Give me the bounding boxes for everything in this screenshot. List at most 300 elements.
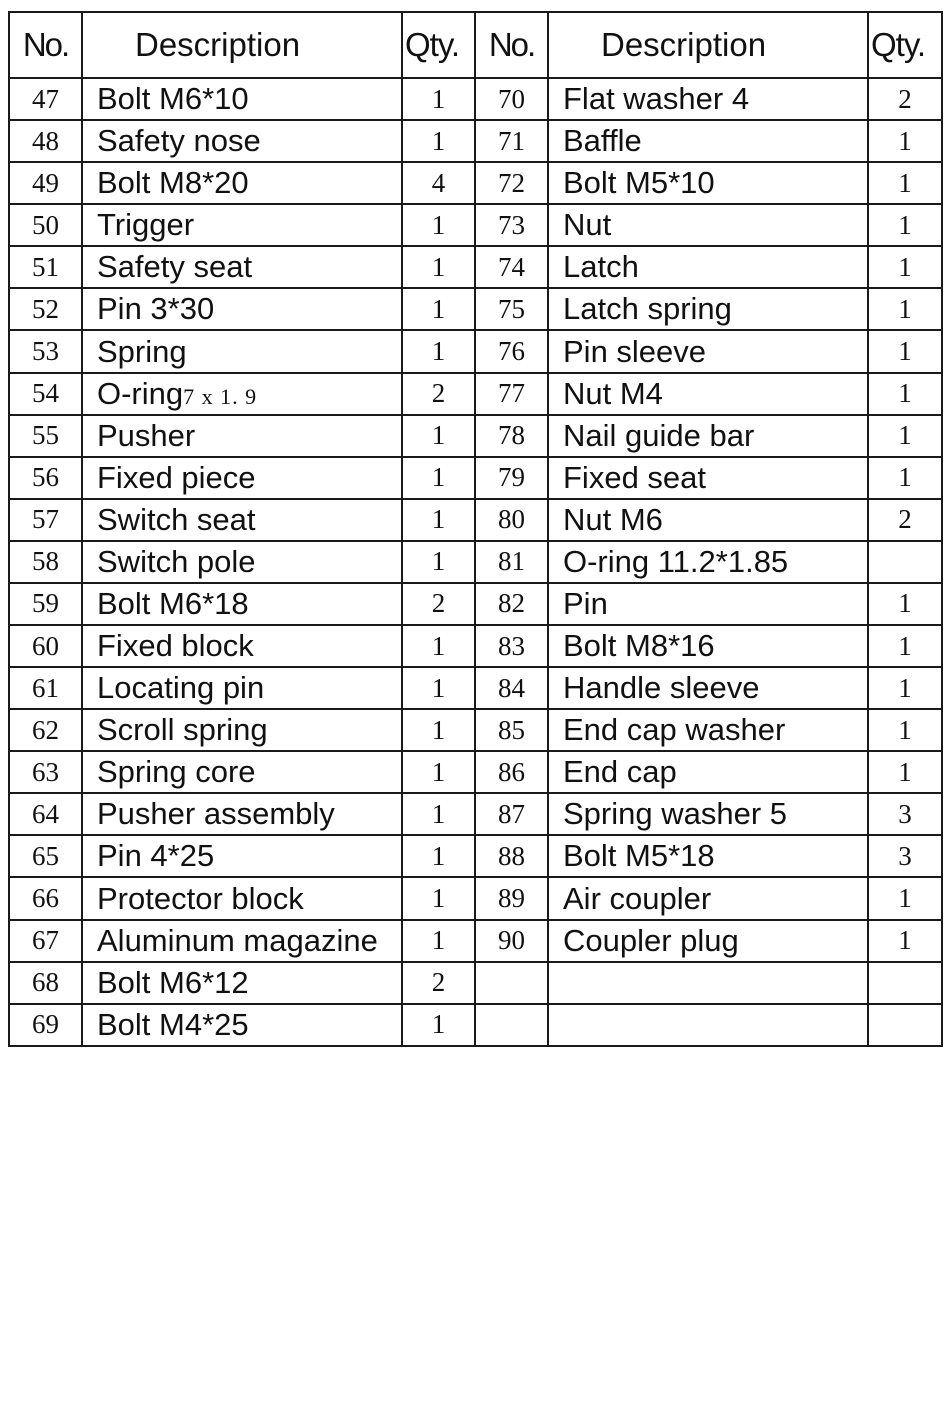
part-qty-right — [868, 583, 942, 625]
part-number-left — [9, 246, 82, 288]
table-header — [9, 12, 942, 78]
part-qty-left-text: 1 — [431, 798, 446, 829]
part-description-left-text: O-ring — [97, 375, 184, 411]
part-description-left-text: Bolt M6*12 — [97, 964, 249, 1000]
part-qty-right-text: 1 — [898, 588, 912, 619]
part-description-right — [548, 920, 868, 962]
part-number-right-text: 75 — [498, 293, 525, 324]
part-description-right — [548, 78, 868, 120]
part-qty-left-text: 1 — [431, 630, 446, 661]
part-qty-right-text: 1 — [898, 336, 912, 366]
part-number-left-text: 53 — [32, 336, 59, 366]
part-description-left-text: Switch seat — [97, 501, 256, 537]
part-qty-right-text: 1 — [898, 125, 912, 156]
part-description-right — [548, 541, 868, 583]
part-qty-left — [402, 120, 475, 162]
part-description-right-text: Flat washer 4 — [563, 81, 750, 117]
part-number-right — [475, 78, 548, 120]
part-qty-left-text: 1 — [431, 883, 446, 914]
part-number-left-text: 47 — [32, 83, 59, 114]
part-description-right — [548, 499, 868, 541]
part-qty-right — [868, 625, 942, 667]
part-number-left — [9, 373, 82, 415]
part-number-right-text: 84 — [498, 672, 525, 703]
part-description-right — [548, 962, 868, 1004]
part-description-left-text: Protector block — [97, 880, 304, 916]
part-qty-left — [402, 415, 475, 457]
part-number-left-text: 48 — [32, 125, 59, 156]
table-row — [9, 835, 942, 877]
part-description-right-text: End cap — [563, 754, 677, 790]
part-qty-right-text: 3 — [898, 840, 912, 871]
part-qty-left-text: 1 — [431, 83, 446, 114]
part-number-left — [9, 1004, 82, 1046]
part-qty-left — [402, 288, 475, 330]
table-row — [9, 625, 942, 667]
part-number-left — [9, 78, 82, 120]
table-row — [9, 920, 942, 962]
part-qty-right-text: 1 — [898, 251, 912, 282]
part-number-right — [475, 499, 548, 541]
part-number-left — [9, 793, 82, 835]
table-row — [9, 373, 942, 415]
part-number-right-text: 87 — [498, 798, 525, 829]
table-row — [9, 962, 942, 1004]
part-description-right — [548, 246, 868, 288]
part-description-left-text: Safety seat — [97, 249, 253, 285]
part-qty-right — [868, 541, 942, 583]
part-number-right-text: 88 — [498, 840, 525, 871]
part-number-right — [475, 541, 548, 583]
part-description-right — [548, 330, 868, 372]
part-description-right — [548, 751, 868, 793]
part-qty-left-text: 1 — [431, 504, 446, 535]
part-qty-left — [402, 920, 475, 962]
part-description-right — [548, 709, 868, 751]
part-description-right-text: Baffle — [563, 123, 642, 159]
part-qty-right — [868, 751, 942, 793]
part-description-left — [82, 373, 402, 415]
part-number-right-text: 89 — [498, 883, 525, 914]
part-qty-right — [868, 120, 942, 162]
part-description-right — [548, 583, 868, 625]
parts-list-table — [8, 11, 943, 1047]
part-qty-left — [402, 162, 475, 204]
part-number-right-text: 72 — [498, 167, 525, 198]
part-description-right-text: Latch spring — [563, 291, 732, 327]
part-qty-left-text: 2 — [431, 967, 446, 998]
part-description-right-text: Coupler plug — [563, 922, 739, 958]
part-qty-right — [868, 877, 942, 919]
part-qty-right — [868, 457, 942, 499]
part-number-left-text: 61 — [32, 672, 59, 703]
part-description-right-text: Bolt M5*10 — [563, 165, 715, 201]
o-ring-spec-text: 7 x 1. 9 — [183, 383, 258, 409]
part-description-right — [548, 793, 868, 835]
table-row — [9, 120, 942, 162]
part-qty-right — [868, 920, 942, 962]
table-row — [9, 709, 942, 751]
part-number-left — [9, 625, 82, 667]
part-description-left-text: Safety nose — [97, 123, 261, 159]
header-description-right: Description — [548, 12, 868, 78]
part-number-left-text: 56 — [32, 462, 59, 493]
part-qty-left — [402, 1004, 475, 1046]
part-qty-left — [402, 709, 475, 751]
part-qty-left-text: 1 — [431, 336, 446, 366]
part-number-right — [475, 415, 548, 457]
part-number-right — [475, 751, 548, 793]
part-description-right — [548, 204, 868, 246]
part-number-left — [9, 877, 82, 919]
part-qty-right-text: 1 — [898, 925, 912, 956]
part-number-left — [9, 920, 82, 962]
part-number-right-text: 90 — [498, 925, 525, 956]
part-qty-right — [868, 793, 942, 835]
part-qty-left — [402, 246, 475, 288]
part-description-right-text: Fixed seat — [563, 459, 707, 495]
part-description-left-text: Bolt M6*18 — [97, 585, 249, 621]
part-qty-right-text: 1 — [898, 167, 912, 198]
part-description-left — [82, 457, 402, 499]
part-number-right-text: 73 — [498, 209, 525, 240]
part-qty-left-text: 2 — [431, 378, 446, 409]
table-row — [9, 204, 942, 246]
part-number-left-text: 69 — [32, 1009, 59, 1040]
part-qty-right — [868, 415, 942, 457]
part-number-right — [475, 835, 548, 877]
part-qty-right-text: 1 — [898, 630, 912, 661]
part-qty-left-text: 1 — [431, 125, 446, 156]
part-description-left — [82, 583, 402, 625]
part-qty-right-text: 1 — [898, 420, 912, 451]
part-number-left — [9, 541, 82, 583]
part-number-left — [9, 709, 82, 751]
part-description-left — [82, 415, 402, 457]
part-qty-left-text: 1 — [431, 251, 446, 282]
part-qty-left-text: 1 — [431, 756, 446, 787]
part-description-left — [82, 1004, 402, 1046]
part-number-right-text: 77 — [498, 378, 525, 409]
part-description-left — [82, 667, 402, 709]
part-description-left-text: Bolt M8*20 — [97, 165, 249, 201]
part-qty-left — [402, 793, 475, 835]
part-number-left — [9, 415, 82, 457]
part-qty-right — [868, 78, 942, 120]
part-qty-left-text: 1 — [431, 714, 446, 745]
part-number-right — [475, 667, 548, 709]
part-description-left-text: Switch pole — [97, 543, 256, 579]
part-qty-left — [402, 667, 475, 709]
part-description-right-text: Pin — [563, 585, 608, 621]
part-number-left-text: 49 — [32, 167, 59, 198]
part-number-right — [475, 373, 548, 415]
part-qty-right-text: 1 — [898, 378, 912, 409]
part-number-left — [9, 120, 82, 162]
part-number-left-text: 60 — [32, 630, 59, 661]
part-number-left-text: 64 — [32, 798, 59, 829]
part-number-right — [475, 625, 548, 667]
part-qty-left-text: 1 — [431, 840, 446, 871]
part-number-left-text: 57 — [32, 504, 59, 535]
part-number-right — [475, 877, 548, 919]
table-row — [9, 499, 942, 541]
part-number-right-text: 82 — [498, 588, 525, 619]
part-description-right — [548, 162, 868, 204]
part-number-left-text: 55 — [32, 420, 59, 451]
table-row — [9, 288, 942, 330]
part-number-left-text: 54 — [32, 378, 59, 409]
part-qty-left — [402, 78, 475, 120]
part-number-right-text: 71 — [498, 125, 525, 156]
part-number-left-text: 62 — [32, 714, 59, 745]
part-qty-right — [868, 204, 942, 246]
part-number-right — [475, 162, 548, 204]
part-number-left-text: 68 — [32, 967, 59, 998]
part-qty-left-text: 1 — [431, 546, 446, 577]
part-qty-right — [868, 162, 942, 204]
part-number-left-text: 52 — [32, 293, 59, 324]
part-description-left — [82, 204, 402, 246]
part-number-left — [9, 330, 82, 372]
part-number-right — [475, 583, 548, 625]
part-qty-right — [868, 667, 942, 709]
part-number-left-text: 66 — [32, 883, 59, 914]
part-description-left — [82, 288, 402, 330]
part-number-right-text: 86 — [498, 756, 525, 787]
table-row — [9, 1004, 942, 1046]
part-description-left — [82, 877, 402, 919]
part-qty-left — [402, 583, 475, 625]
part-qty-left — [402, 499, 475, 541]
table-row — [9, 162, 942, 204]
part-description-left — [82, 962, 402, 1004]
part-qty-right — [868, 330, 942, 372]
part-description-left-text: Scroll spring — [97, 712, 268, 748]
part-qty-left — [402, 835, 475, 877]
part-description-right-text: Latch — [563, 249, 639, 285]
part-description-right-text: Bolt M8*16 — [563, 628, 715, 664]
part-number-right-text: 85 — [498, 714, 525, 745]
part-qty-right — [868, 246, 942, 288]
part-number-right — [475, 288, 548, 330]
part-qty-right — [868, 1004, 942, 1046]
part-number-left-text: 58 — [32, 546, 59, 577]
part-description-right — [548, 625, 868, 667]
part-qty-left — [402, 625, 475, 667]
part-qty-right — [868, 962, 942, 1004]
part-description-left-text: Fixed block — [97, 628, 254, 664]
part-description-right-text: Pin sleeve — [563, 333, 707, 369]
part-qty-right-text: 1 — [898, 883, 912, 914]
part-qty-right-text: 1 — [898, 714, 912, 745]
part-qty-left-text: 4 — [431, 167, 446, 198]
part-number-left — [9, 457, 82, 499]
part-description-right — [548, 667, 868, 709]
table-row — [9, 541, 942, 583]
part-description-left-text: Bolt M6*10 — [97, 81, 249, 117]
part-number-right — [475, 457, 548, 499]
part-qty-right-text: 1 — [898, 462, 912, 493]
part-description-left-text: Spring core — [97, 754, 256, 790]
table-row — [9, 415, 942, 457]
part-number-right — [475, 246, 548, 288]
header-qty-left: Qty. — [402, 12, 475, 78]
part-description-right-text: Nail guide bar — [563, 417, 755, 453]
part-number-right — [475, 962, 548, 1004]
part-description-left — [82, 835, 402, 877]
part-description-right — [548, 373, 868, 415]
part-number-right — [475, 204, 548, 246]
header-description-left: Description — [82, 12, 402, 78]
part-number-right-text: 76 — [498, 336, 525, 366]
part-number-left-text: 51 — [32, 251, 59, 282]
part-number-left-text: 59 — [32, 588, 59, 619]
header-row — [9, 12, 942, 78]
part-description-left — [82, 162, 402, 204]
part-number-right — [475, 1004, 548, 1046]
part-description-left — [82, 499, 402, 541]
part-qty-right-text: 3 — [898, 798, 912, 829]
part-number-right-text: 74 — [498, 251, 525, 282]
part-number-right-text: 78 — [498, 420, 525, 451]
part-qty-right-text: 1 — [898, 756, 912, 787]
part-description-left-text: Pusher assembly — [97, 796, 335, 832]
part-description-left-text: Fixed piece — [97, 459, 256, 495]
part-number-right-text: 80 — [498, 504, 525, 535]
part-qty-left — [402, 962, 475, 1004]
part-qty-left — [402, 330, 475, 372]
part-number-left — [9, 667, 82, 709]
table-row — [9, 667, 942, 709]
part-description-right — [548, 1004, 868, 1046]
part-description-right — [548, 835, 868, 877]
part-number-right-text: 83 — [498, 630, 525, 661]
table-row — [9, 457, 942, 499]
part-number-right-text: 81 — [498, 546, 525, 577]
part-description-right — [548, 877, 868, 919]
part-description-left — [82, 78, 402, 120]
part-description-left — [82, 625, 402, 667]
part-qty-right — [868, 835, 942, 877]
part-qty-right-text: 1 — [898, 672, 912, 703]
part-number-right — [475, 709, 548, 751]
table-row — [9, 751, 942, 793]
part-qty-left-text: 1 — [431, 420, 446, 451]
part-description-left — [82, 246, 402, 288]
table-row — [9, 793, 942, 835]
part-description-right — [548, 120, 868, 162]
part-description-right-text: Nut M6 — [563, 501, 663, 537]
part-number-left — [9, 204, 82, 246]
part-description-left — [82, 330, 402, 372]
part-description-left-text: Aluminum magazine — [97, 922, 378, 958]
part-number-left — [9, 962, 82, 1004]
part-qty-left-text: 1 — [431, 672, 446, 703]
part-description-right-text: Handle sleeve — [563, 670, 760, 706]
part-qty-right-text: 2 — [898, 504, 912, 535]
part-number-right — [475, 920, 548, 962]
part-qty-left-text: 1 — [431, 209, 446, 240]
part-number-left-text: 65 — [32, 840, 59, 871]
part-description-left-text: Trigger — [97, 207, 195, 243]
part-qty-left — [402, 541, 475, 583]
part-qty-left — [402, 373, 475, 415]
part-description-left-text: Pusher — [97, 417, 196, 453]
part-qty-left — [402, 877, 475, 919]
part-number-right-text: 70 — [498, 83, 525, 114]
part-description-right-text: O-ring 11.2*1.85 — [563, 543, 789, 579]
part-qty-right — [868, 709, 942, 751]
part-description-right-text: Nut M4 — [563, 375, 663, 411]
header-no-right: No. — [475, 12, 548, 78]
part-qty-left-text: 1 — [431, 1009, 446, 1040]
table-row — [9, 583, 942, 625]
part-description-right-text: Air coupler — [563, 880, 712, 916]
part-description-right-text: Nut — [563, 207, 612, 243]
part-qty-right — [868, 499, 942, 541]
part-qty-left — [402, 457, 475, 499]
part-description-right-text: End cap washer — [563, 712, 786, 748]
part-description-right — [548, 415, 868, 457]
header-qty-right: Qty. — [868, 12, 942, 78]
part-qty-right-text: 1 — [898, 293, 912, 324]
part-number-left-text: 50 — [32, 209, 59, 240]
table-body — [9, 78, 942, 1046]
header-no-left: No. — [9, 12, 82, 78]
part-description-left-text: Pin 3*30 — [97, 291, 215, 327]
part-number-left — [9, 162, 82, 204]
part-description-left — [82, 541, 402, 583]
part-number-left — [9, 499, 82, 541]
part-description-right-text: Bolt M5*18 — [563, 838, 715, 874]
table-row — [9, 246, 942, 288]
part-number-left — [9, 751, 82, 793]
part-description-left — [82, 709, 402, 751]
part-qty-left-text: 2 — [431, 588, 446, 619]
table-row — [9, 877, 942, 919]
part-qty-right — [868, 288, 942, 330]
part-qty-left — [402, 751, 475, 793]
part-qty-left — [402, 204, 475, 246]
part-description-right — [548, 457, 868, 499]
part-number-left-text: 67 — [32, 925, 59, 956]
part-number-right-text: 79 — [498, 462, 525, 493]
part-qty-left-text: 1 — [431, 293, 446, 324]
part-number-left-text: 63 — [32, 756, 59, 787]
part-number-left — [9, 288, 82, 330]
part-description-left-text: Spring — [97, 333, 187, 369]
part-number-right — [475, 330, 548, 372]
part-description-left — [82, 920, 402, 962]
part-number-left — [9, 835, 82, 877]
table-row — [9, 78, 942, 120]
part-qty-right-text: 1 — [898, 209, 912, 240]
part-qty-right-text: 2 — [898, 83, 912, 114]
part-number-right — [475, 793, 548, 835]
part-description-right-text: Spring washer 5 — [563, 796, 788, 832]
part-qty-left-text: 1 — [431, 462, 446, 493]
part-description-left-text: Locating pin — [97, 670, 265, 706]
part-qty-right — [868, 373, 942, 415]
part-description-left-text: Bolt M4*25 — [97, 1006, 249, 1042]
part-number-left — [9, 583, 82, 625]
part-description-right — [548, 288, 868, 330]
part-description-left — [82, 751, 402, 793]
table-row — [9, 330, 942, 372]
part-description-left — [82, 793, 402, 835]
part-description-left-text: Pin 4*25 — [97, 838, 215, 874]
